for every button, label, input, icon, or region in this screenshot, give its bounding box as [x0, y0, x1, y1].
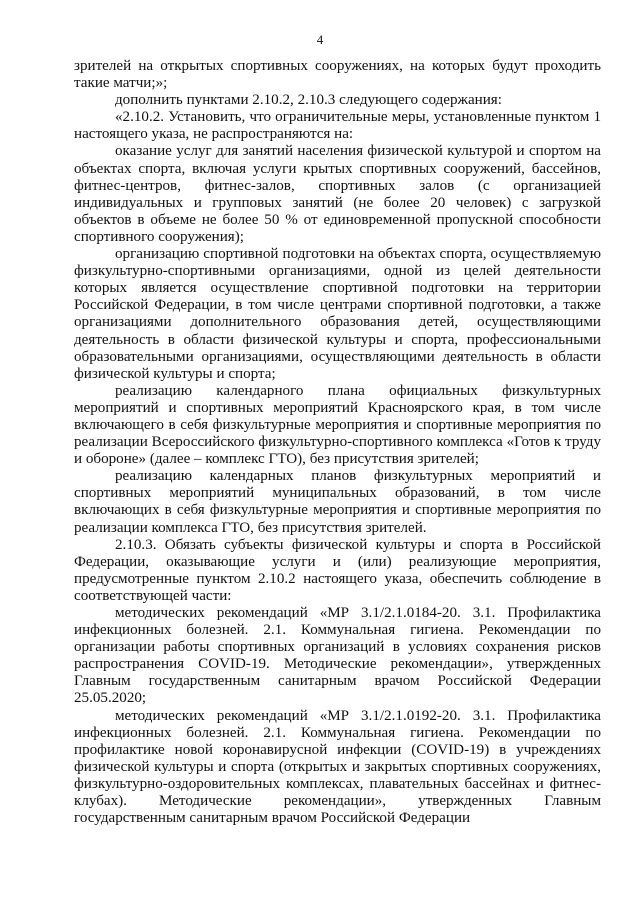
page-number: 4 [316, 32, 324, 47]
paragraph-item-regional-events: реализацию календарного плана официальных физкультурных мероприятий и спортивных мероприятий Красноярского края, в том числе включающего в себя физкультурные мероприятия и спортивные мероприятия по реализации Всероссийского физкультурно-спортивного комплекса «Готов к труду и обороне» (далее – комплекс ГТО), без присутствия зрителей; [74, 382, 601, 468]
paragraph-amendment-intro: дополнить пунктами 2.10.2, 2.10.3 следующего содержания: [115, 92, 502, 109]
document-body [74, 58, 601, 827]
paragraph-clause-2-10-2: «2.10.2. Установить, что ограничительные меры, установленные пунктом 1 настоящего указа, не распространяются на: [74, 109, 601, 143]
paragraph-continuation: зрителей на открытых спортивных сооружениях, на которых будут проходить такие матчи;»; [74, 58, 601, 92]
paragraph-clause-2-10-3: 2.10.3. Обязать субъекты физической культуры и спорта в Российской Федерации, оказывающие услуги и (или) реализующие мероприятия, предусмотренные пунктом 2.10.2 настоящего указа, обеспечить соблюдение в соответствующей части: [74, 536, 601, 604]
paragraph-recommendation-0184: методических рекомендаций «МР 3.1/2.1.0184-20. 3.1. Профилактика инфекционных болезней. 2.1. Коммунальная гигиена. Рекомендации по организации работы спортивных организаций в условиях сохранения рисков распространения COVID-19. Методические рекомендации», утвержденных Главным государственным санитарным врачом Российской Федерации 25.05.2020; [74, 605, 601, 707]
paragraph-item-sports-training: организацию спортивной подготовки на объектах спорта, осуществляемую физкультурно-спортивными организациями, одной из целей деятельности которых является осуществление спортивной подготовки на территории Российской Федерации, в том числе центрами спортивной подготовки, а также организациями дополнительного образования детей, осуществляющими деятельность в области физической культуры и спорта, профессиональными образовательными организациями, осуществляющими деятельность в области физической культуры и спорта; [74, 246, 601, 382]
paragraph-item-services: оказание услуг для занятий населения физической культурой и спортом на объектах спорта, включая услуги крытых спортивных сооружений, бассейнов, фитнес-центров, фитнес-залов, спортивных залов (с организацией индивидуальных и групповых занятий (не более 20 человек) с загрузкой объектов в объеме не более 50 % от единовременной пропускной способности спортивного сооружения); [74, 143, 601, 245]
paragraph-recommendation-0192: методических рекомендаций «МР 3.1/2.1.0192-20. 3.1. Профилактика инфекционных болезней. 2.1. Коммунальная гигиена. Рекомендации по профилактике новой коронавирусной инфекции (COVID-19) в учреждениях физической культуры и спорта (открытых и закрытых спортивных сооружениях, физкультурно-оздоровительных комплексах, плавательных бассейнах и фитнес-клубах). Методические рекомендации», утвержденных Главным государственным санитарным врачом Российской Федерации [74, 707, 601, 827]
paragraph-item-municipal-events: реализацию календарных планов физкультурных мероприятий и спортивных мероприятий муниципальных образований, в том числе включающих в себя физкультурные мероприятия и спортивные мероприятия по реализации комплекса ГТО, без присутствия зрителей. [74, 468, 601, 536]
